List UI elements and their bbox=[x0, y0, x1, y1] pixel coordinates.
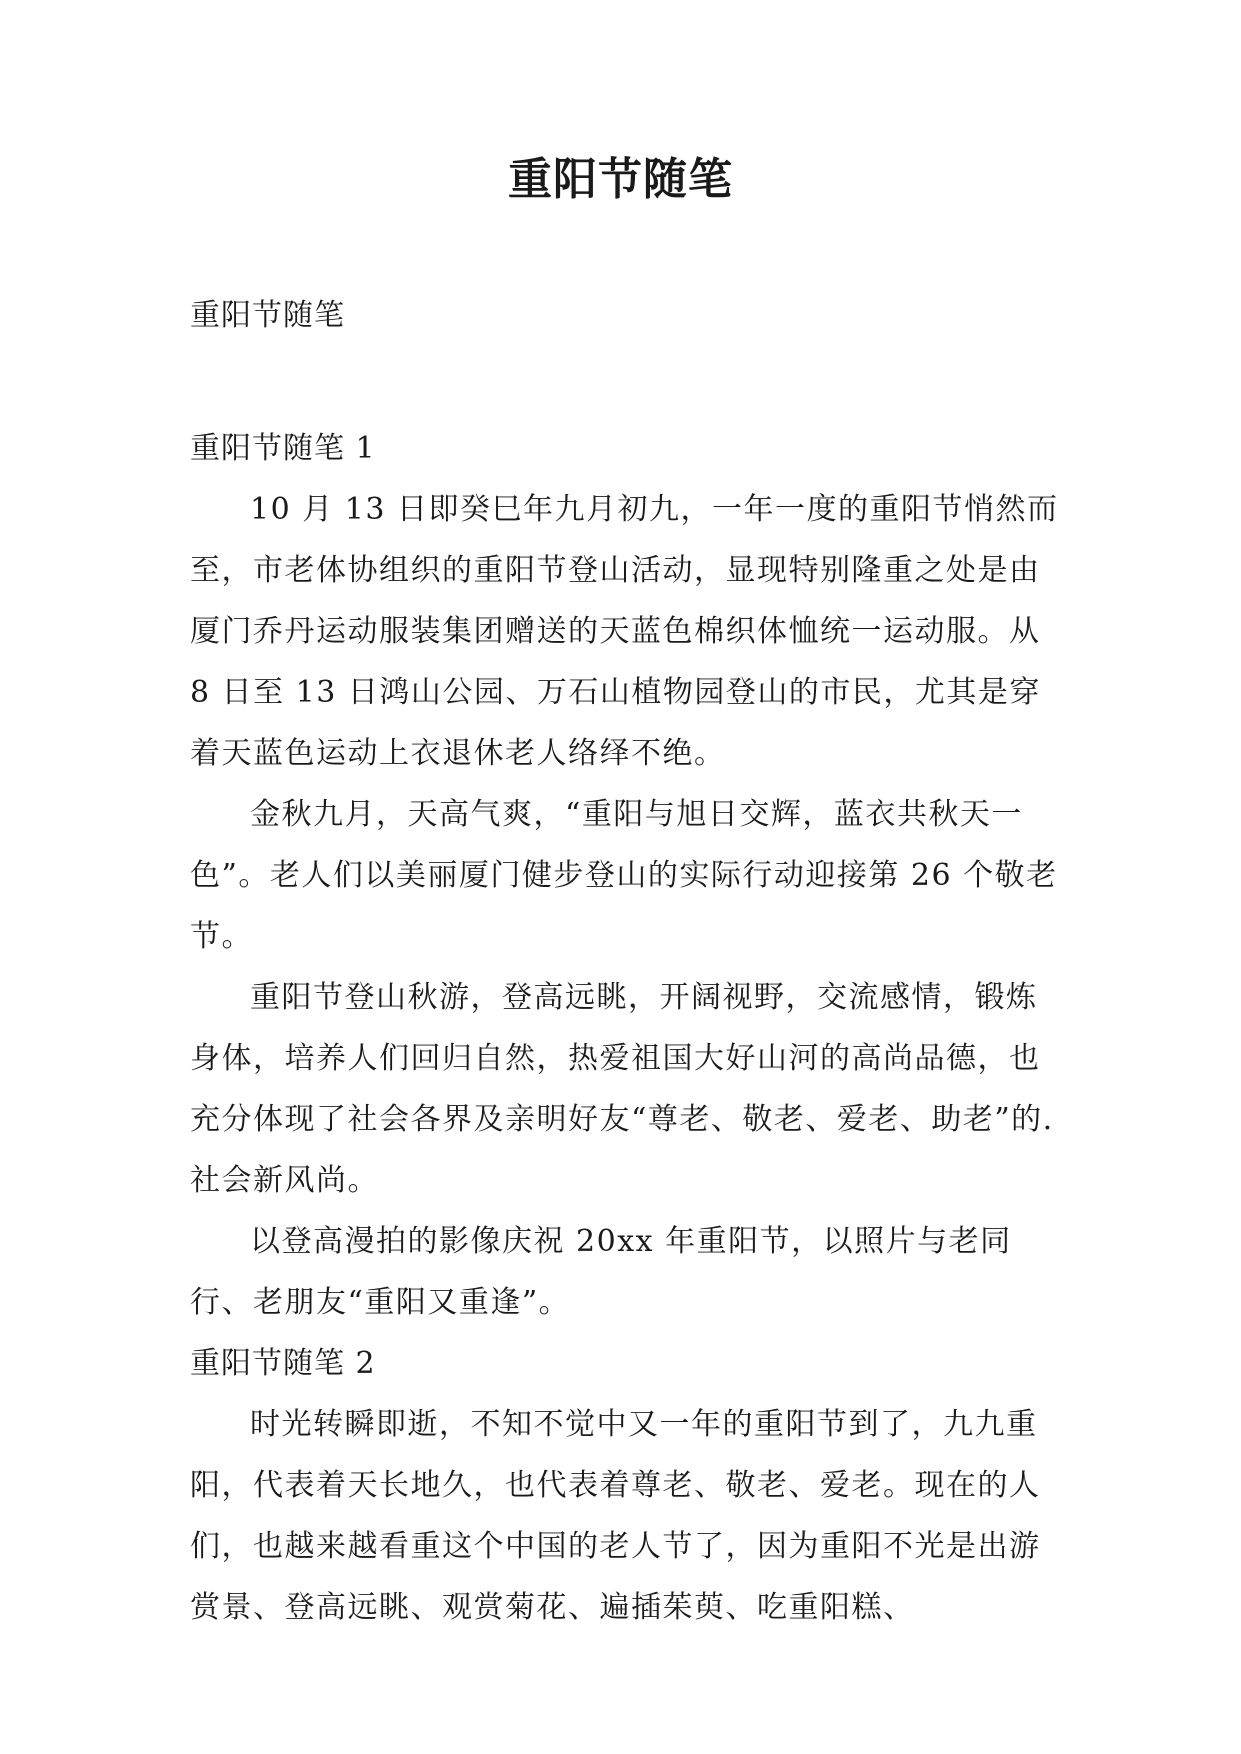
paragraph: 金秋九月，天高气爽，“重阳与旭日交辉，蓝衣共秋天一色”。老人们以美丽厦门健步登山的实际行动迎接第 26 个敬老节。 bbox=[190, 797, 1058, 954]
paragraph: 重阳节登山秋游，登高远眺，开阔视野，交流感情，锻炼身体，培养人们回归自然，热爱祖国大好山河的高尚品德，也充分体现了社会各界及亲明好友“尊老、敬老、爱老、助老”的.社会新风尚。 bbox=[190, 980, 1054, 1198]
section-heading: 重阳节随笔 1 bbox=[190, 431, 376, 466]
section-heading: 重阳节随笔 2 bbox=[190, 1346, 376, 1381]
paragraph: 时光转瞬即逝，不知不觉中又一年的重阳节到了，九九重阳，代表着天长地久，也代表着尊老、敬老、爱老。现在的人们，也越来越看重这个中国的老人节了，因为重阳不光是出游赏景、登高远眺、观赏菊花、遍插茱萸、吃重阳糕、 bbox=[190, 1407, 1041, 1625]
subtitle: 重阳节随笔 bbox=[190, 298, 345, 333]
paragraph: 10 月 13 日即癸巳年九月初九，一年一度的重阳节悄然而至，市老体协组织的重阳节登山活动，显现特别隆重之处是由厦门乔丹运动服装集团赠送的天蓝色棉织体恤统一运动服。从 8 日至 13 日鸿山公园、万石山植物园登山的市民，尤其是穿着天蓝色运动上衣退休老人络绎不绝。 bbox=[190, 492, 1059, 771]
document-title: 重阳节随笔 bbox=[508, 154, 733, 205]
paragraph: 以登高漫拍的影像庆祝 20xx 年重阳节，以照片与老同行、老朋友“重阳又重逢”。 bbox=[190, 1224, 1012, 1320]
document-body bbox=[190, 285, 1060, 1638]
